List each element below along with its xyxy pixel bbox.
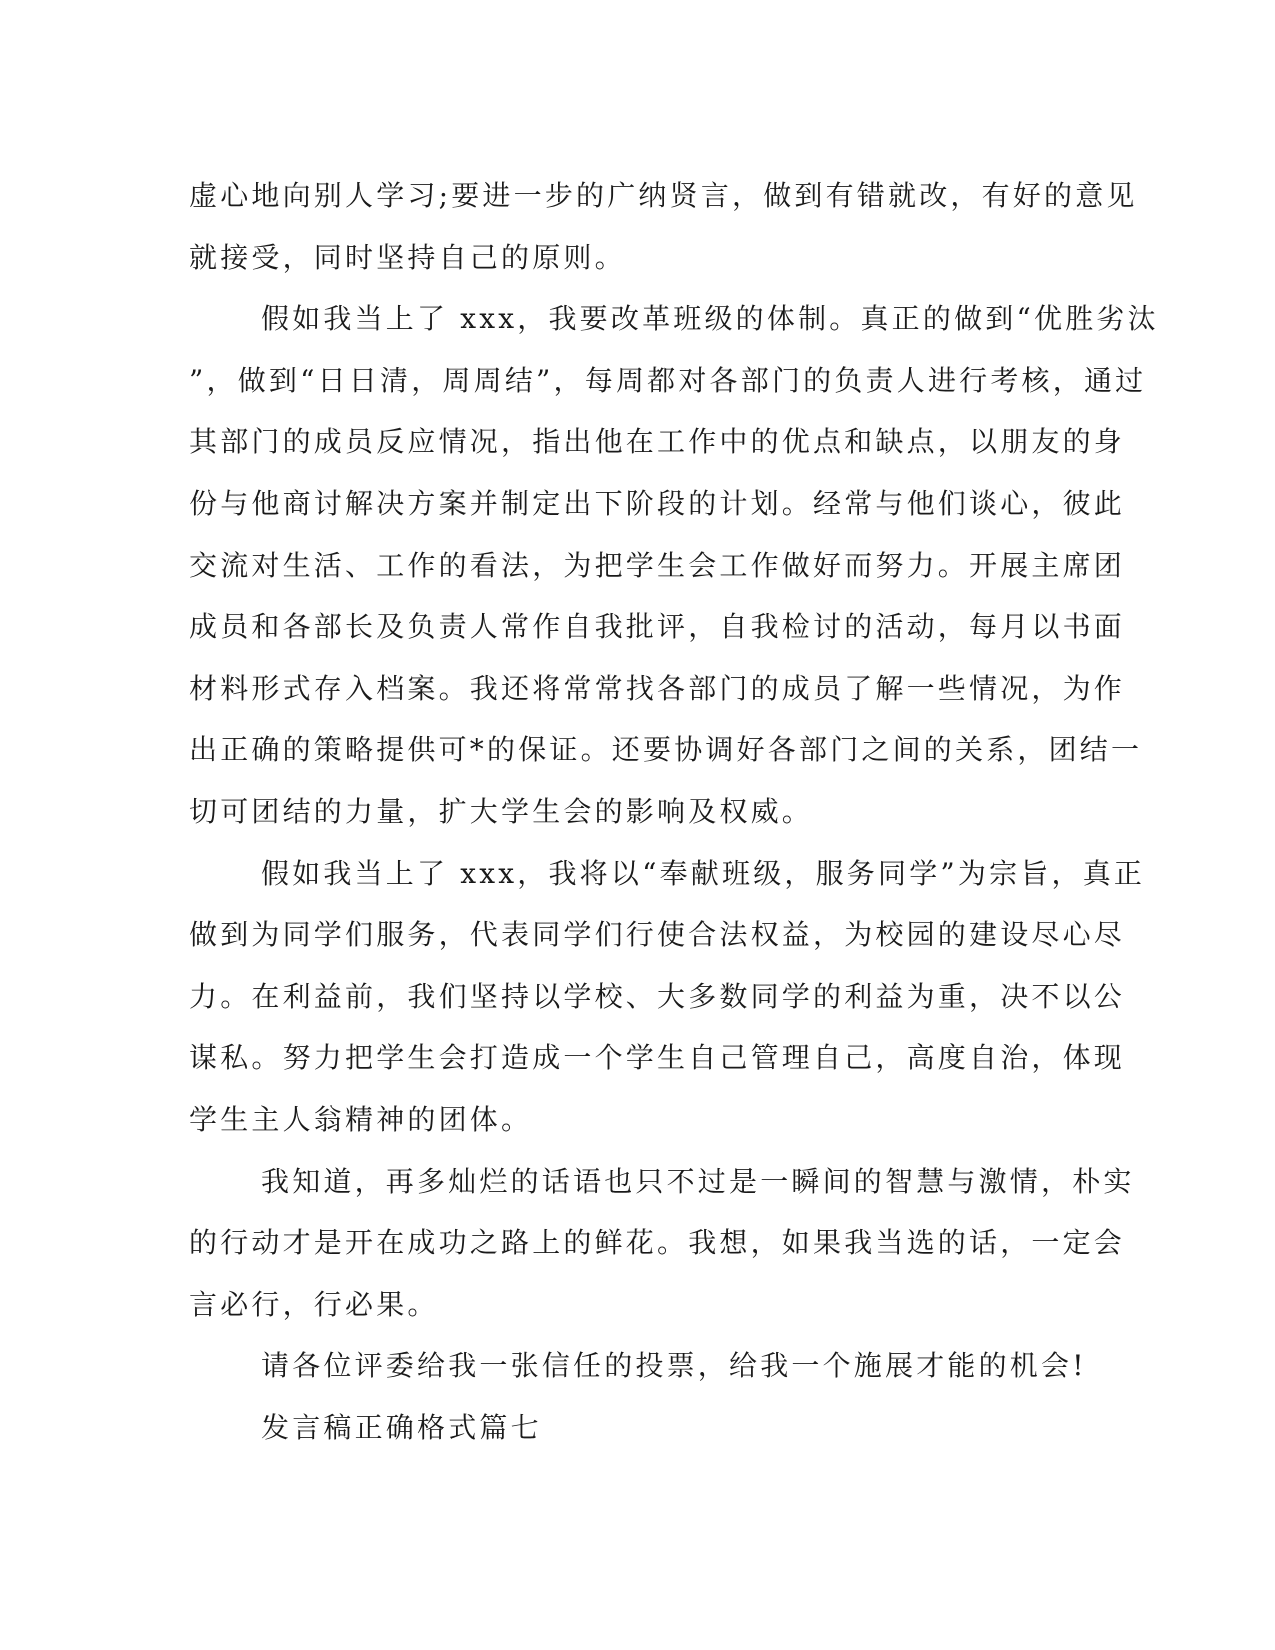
- text-line: 做到为同学们服务，代表同学们行使合法权益，为校园的建设尽心尽: [189, 918, 1126, 952]
- text-line: 虚心地向别人学习;要进一步的广纳贤言，做到有错就改，有好的意见: [189, 179, 1138, 212]
- section-heading: 发言稿正确格式篇七: [261, 1410, 542, 1444]
- text-line: 切可团结的力量，扩大学生会的影响及权威。: [189, 794, 814, 828]
- text-line: 谋私。努力把学生会打造成一个学生自己管理自己，高度自治，体现: [189, 1041, 1126, 1075]
- text-line: ”，做到“日日清，周周结”，每周都对各部门的负责人进行考核，通过: [189, 363, 1147, 397]
- paragraph-start-line: 我知道，再多灿烂的话语也只不过是一瞬间的智慧与激情，朴实: [261, 1164, 1135, 1198]
- text-line: 交流对生活、工作的看法，为把学生会工作做好而努力。开展主席团: [189, 548, 1126, 582]
- text-line: 成员和各部长及负责人常作自我批评，自我检讨的活动，每月以书面: [189, 610, 1126, 644]
- document-body: [189, 165, 1159, 1458]
- paragraph-start-line: 请各位评委给我一张信任的投票，给我一个施展才能的机会!: [261, 1349, 1087, 1383]
- paragraph-start-line: 假如我当上了 xxx，我将以“奉献班级，服务同学”为宗旨，真正: [261, 856, 1146, 890]
- text-line: 其部门的成员反应情况，指出他在工作中的优点和缺点，以朋友的身: [189, 425, 1126, 459]
- text-line: 材料形式存入档案。我还将常常找各部门的成员了解一些情况，为作: [189, 671, 1126, 705]
- text-line: 言必行，行必果。: [189, 1287, 439, 1321]
- paragraph-start-line: 假如我当上了 xxx，我要改革班级的体制。真正的做到“优胜劣汰: [261, 302, 1159, 336]
- text-line: 份与他商讨解决方案并制定出下阶段的计划。经常与他们谈心，彼此: [189, 486, 1126, 520]
- text-line: 学生主人翁精神的团体。: [189, 1102, 533, 1136]
- text-line: 的行动才是开在成功之路上的鲜花。我想，如果我当选的话，一定会: [189, 1226, 1126, 1260]
- text-line: 力。在利益前，我们坚持以学校、大多数同学的利益为重，决不以公: [189, 979, 1126, 1013]
- text-line: 出正确的策略提供可*的保证。还要协调好各部门之间的关系，团结一: [189, 733, 1143, 767]
- text-line: 就接受，同时坚持自己的原则。: [189, 240, 626, 274]
